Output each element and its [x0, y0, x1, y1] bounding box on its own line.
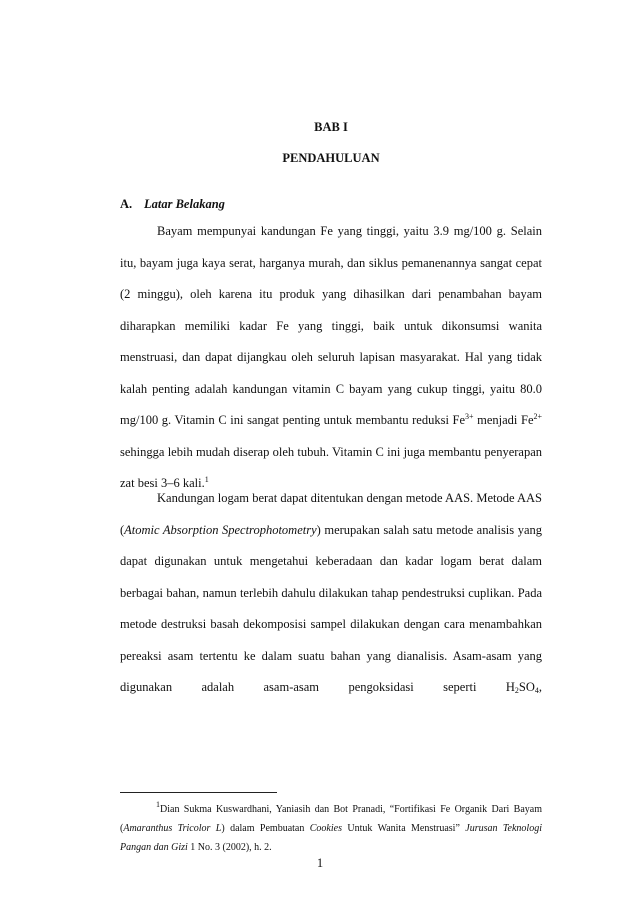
section-title: Latar Belakang: [144, 197, 225, 211]
footnote-text-a: Dian Sukma Kuswardhani, Yaniasih dan Bot Pranadi, “Fortifikasi Fe Organik Dari Bayam (: [120, 804, 542, 834]
footnote-divider: [120, 792, 277, 793]
page-number: 1: [316, 856, 324, 870]
superscript-fe3: 3+: [465, 412, 474, 421]
p1-text-c: sehingga lebih mudah diserap oleh tubuh. Vitamin C ini juga membantu penyerapan zat besi 3–6 kali.: [120, 444, 542, 490]
p1-text-b: menjadi Fe: [473, 413, 534, 427]
footnote-text-c: Untuk Wanita Menstruasi”: [341, 823, 466, 834]
p2-text-b: ) merupakan salah satu metode analisis yang dapat digunakan untuk mengetahui keberadaan dan kadar logam berat dalam berbagai bahan, namun terlebih dahulu dilakukan tahap pendestruksi cuplikan. Pada metode destruksi basah dekomposisi sampel dilakukan dengan cara menambahkan pereaksi asam tertentu ke dalam suatu bahan yang dianalisis. Asam-asam yang digunakan adalah asam-asam pengoksidasi seperti H: [120, 522, 542, 694]
footnote-italic-cookies: Cookies: [309, 823, 342, 834]
chapter-heading: BAB I: [314, 120, 348, 134]
footnote-text-d: 1 No. 3 (2002), h. 2.: [187, 842, 272, 853]
section-heading: [120, 197, 225, 212]
footnote-reference[interactable]: 1: [204, 475, 209, 484]
footnote-mark: 1: [156, 800, 160, 809]
paragraph-1: [120, 216, 542, 500]
footnote-italic-species: Amaranthus Tricolor L: [123, 823, 222, 834]
subscript-4: 4: [534, 686, 539, 695]
p2-text-a: Kandungan logam berat dapat ditentukan dengan metode AAS. Metode AAS (: [120, 491, 542, 537]
chapter-title: PENDAHULUAN: [282, 151, 380, 165]
paragraph-2: [120, 483, 542, 704]
p2-text-c: SO: [518, 680, 535, 694]
footnote: [120, 800, 542, 857]
footnote-italic-journal: Jurusan Teknologi Pangan dan Gizi: [120, 823, 542, 853]
p2-italic-term: Atomic Absorption Spectrophotometry: [124, 522, 317, 537]
superscript-fe2: 2+: [533, 412, 543, 421]
section-number: A.: [120, 197, 133, 211]
p2-text-d: ,: [538, 680, 542, 694]
footnote-text-b: ) dalam Pembuatan: [221, 823, 310, 834]
p1-text-a: Bayam mempunyai kandungan Fe yang tinggi, yaitu 3.9 mg/100 g. Selain itu, bayam juga kaya serat, harganya murah, dan siklus pemanenannya sangat cepat (2 minggu), oleh karena itu produk yang dihasilkan dari penambahan bayam diharapkan memiliki kadar Fe yang tinggi, baik untuk dikonsumsi wanita menstruasi, dan dapat dijangkau oleh seluruh lapisan masyarakat. Hal yang tidak kalah penting adalah kandungan vitamin C bayam yang cukup tinggi, yaitu 80.0 mg/100 g. Vitamin C ini sangat penting untuk membantu reduksi Fe: [120, 224, 542, 427]
subscript-2: 2: [514, 686, 519, 695]
